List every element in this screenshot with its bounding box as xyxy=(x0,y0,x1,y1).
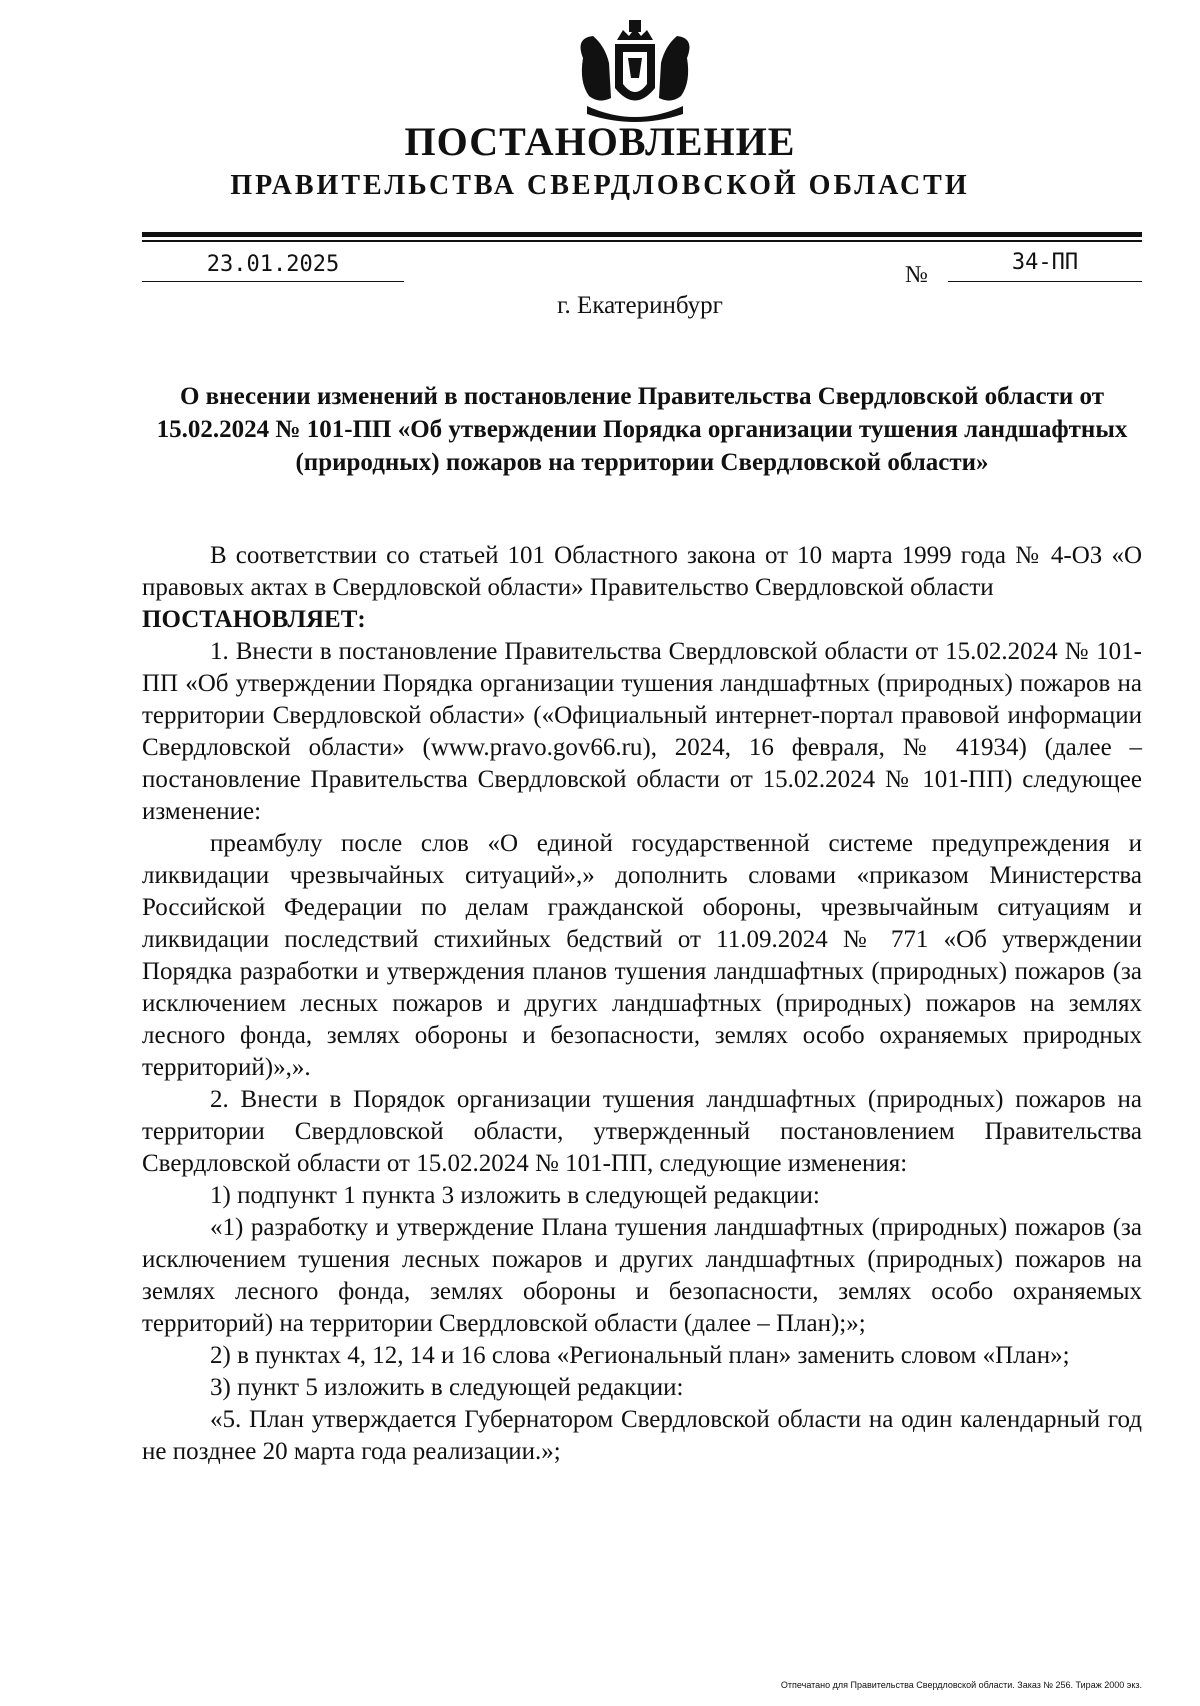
decree-word: ПОСТАНОВЛЯЕТ: xyxy=(142,606,366,633)
paragraph-8: «5. План утверждается Губернатором Свердловской области на один календарный год не позднее 20 марта года реализации.»; xyxy=(142,1406,1142,1465)
coat-of-arms-emblem xyxy=(565,18,705,123)
document-body xyxy=(142,540,1142,1468)
paragraph-7: 3) пункт 5 изложить в следующей редакции: xyxy=(210,1374,684,1401)
city-name: г. Екатеринбург xyxy=(557,292,723,319)
number-label: № xyxy=(905,262,928,288)
intro-paragraph: В соответствии со статьей 101 Областного закона от 10 марта 1999 года № 4-ОЗ «О правовых актах в Свердловской области» Правительство Свердловской области xyxy=(142,542,1142,601)
document-date: 23.01.2025 xyxy=(142,252,404,282)
paragraph-2: преамбулу после слов «О единой государственной системе предупреждения и ликвидации чрезвычайных ситуаций»,» дополнить словами «приказом Министерства Российской Федерации по делам гражданской обороны, чрезвычайным ситуациям и ликвидации последствий стихийных бедствий от 11.09.2024 № 771 «Об утверждении Порядка разработки и утверждения планов тушения ландшафтных (природных) пожаров (за исключением лесных пожаров и других ландшафтных (природных) пожаров на землях лесного фонда, землях обороны и безопасности, землях особо охраняемых природных территорий)»,». xyxy=(142,830,1142,1081)
document-heading: О внесении изменений в постановление Правительства Свердловской области от 15.02.2024 № 101-ПП «Об утверждении Порядка организации тушения ландшафтных (природных) пожаров на территории Свердловской области» xyxy=(156,383,1128,476)
header-rule-thin xyxy=(142,240,1142,242)
header-rule-thick xyxy=(142,232,1142,237)
document-type-title: ПОСТАНОВЛЕНИЕ xyxy=(404,119,796,164)
document-number: 34-ПП xyxy=(948,250,1142,282)
paragraph-6: 2) в пунктах 4, 12, 14 и 16 слова «Региональный план» заменить словом «План»; xyxy=(210,1342,1070,1369)
paragraph-4: 1) подпункт 1 пункта 3 изложить в следующей редакции: xyxy=(210,1182,820,1209)
paragraph-3: 2. Внести в Порядок организации тушения ландшафтных (природных) пожаров на территории Свердловской области, утвержденный постановлением Правительства Свердловской области от 15.02.2024 № 101-ПП, следующие изменения: xyxy=(142,1086,1142,1177)
issuing-authority: ПРАВИТЕЛЬСТВА СВЕРДЛОВСКОЙ ОБЛАСТИ xyxy=(230,170,970,201)
paragraph-5: «1) разработку и утверждение Плана тушения ландшафтных (природных) пожаров (за исключением тушения лесных пожаров и других ландшафтных (природных) пожаров на землях лесного фонда, землях обороны и безопасности, землях особо охраняемых территорий) на территории Свердловской области (далее – План);»; xyxy=(142,1214,1142,1337)
paragraph-1: 1. Внести в постановление Правительства Свердловской области от 15.02.2024 № 101-ПП «Об утверждении Порядка организации тушения ландшафтных (природных) пожаров на территории Свердловской области» («Официальный интернет-портал правовой информации Свердловской области» (www.pravo.gov66.ru), 2024, 16 февраля, № 41934) (далее – постановление Правительства Свердловской области от 15.02.2024 № 101-ПП) следующее изменение: xyxy=(142,638,1142,825)
print-footer: Отпечатано для Правительства Свердловской области. Заказ № 256. Тираж 2000 экз. xyxy=(780,1680,1142,1690)
